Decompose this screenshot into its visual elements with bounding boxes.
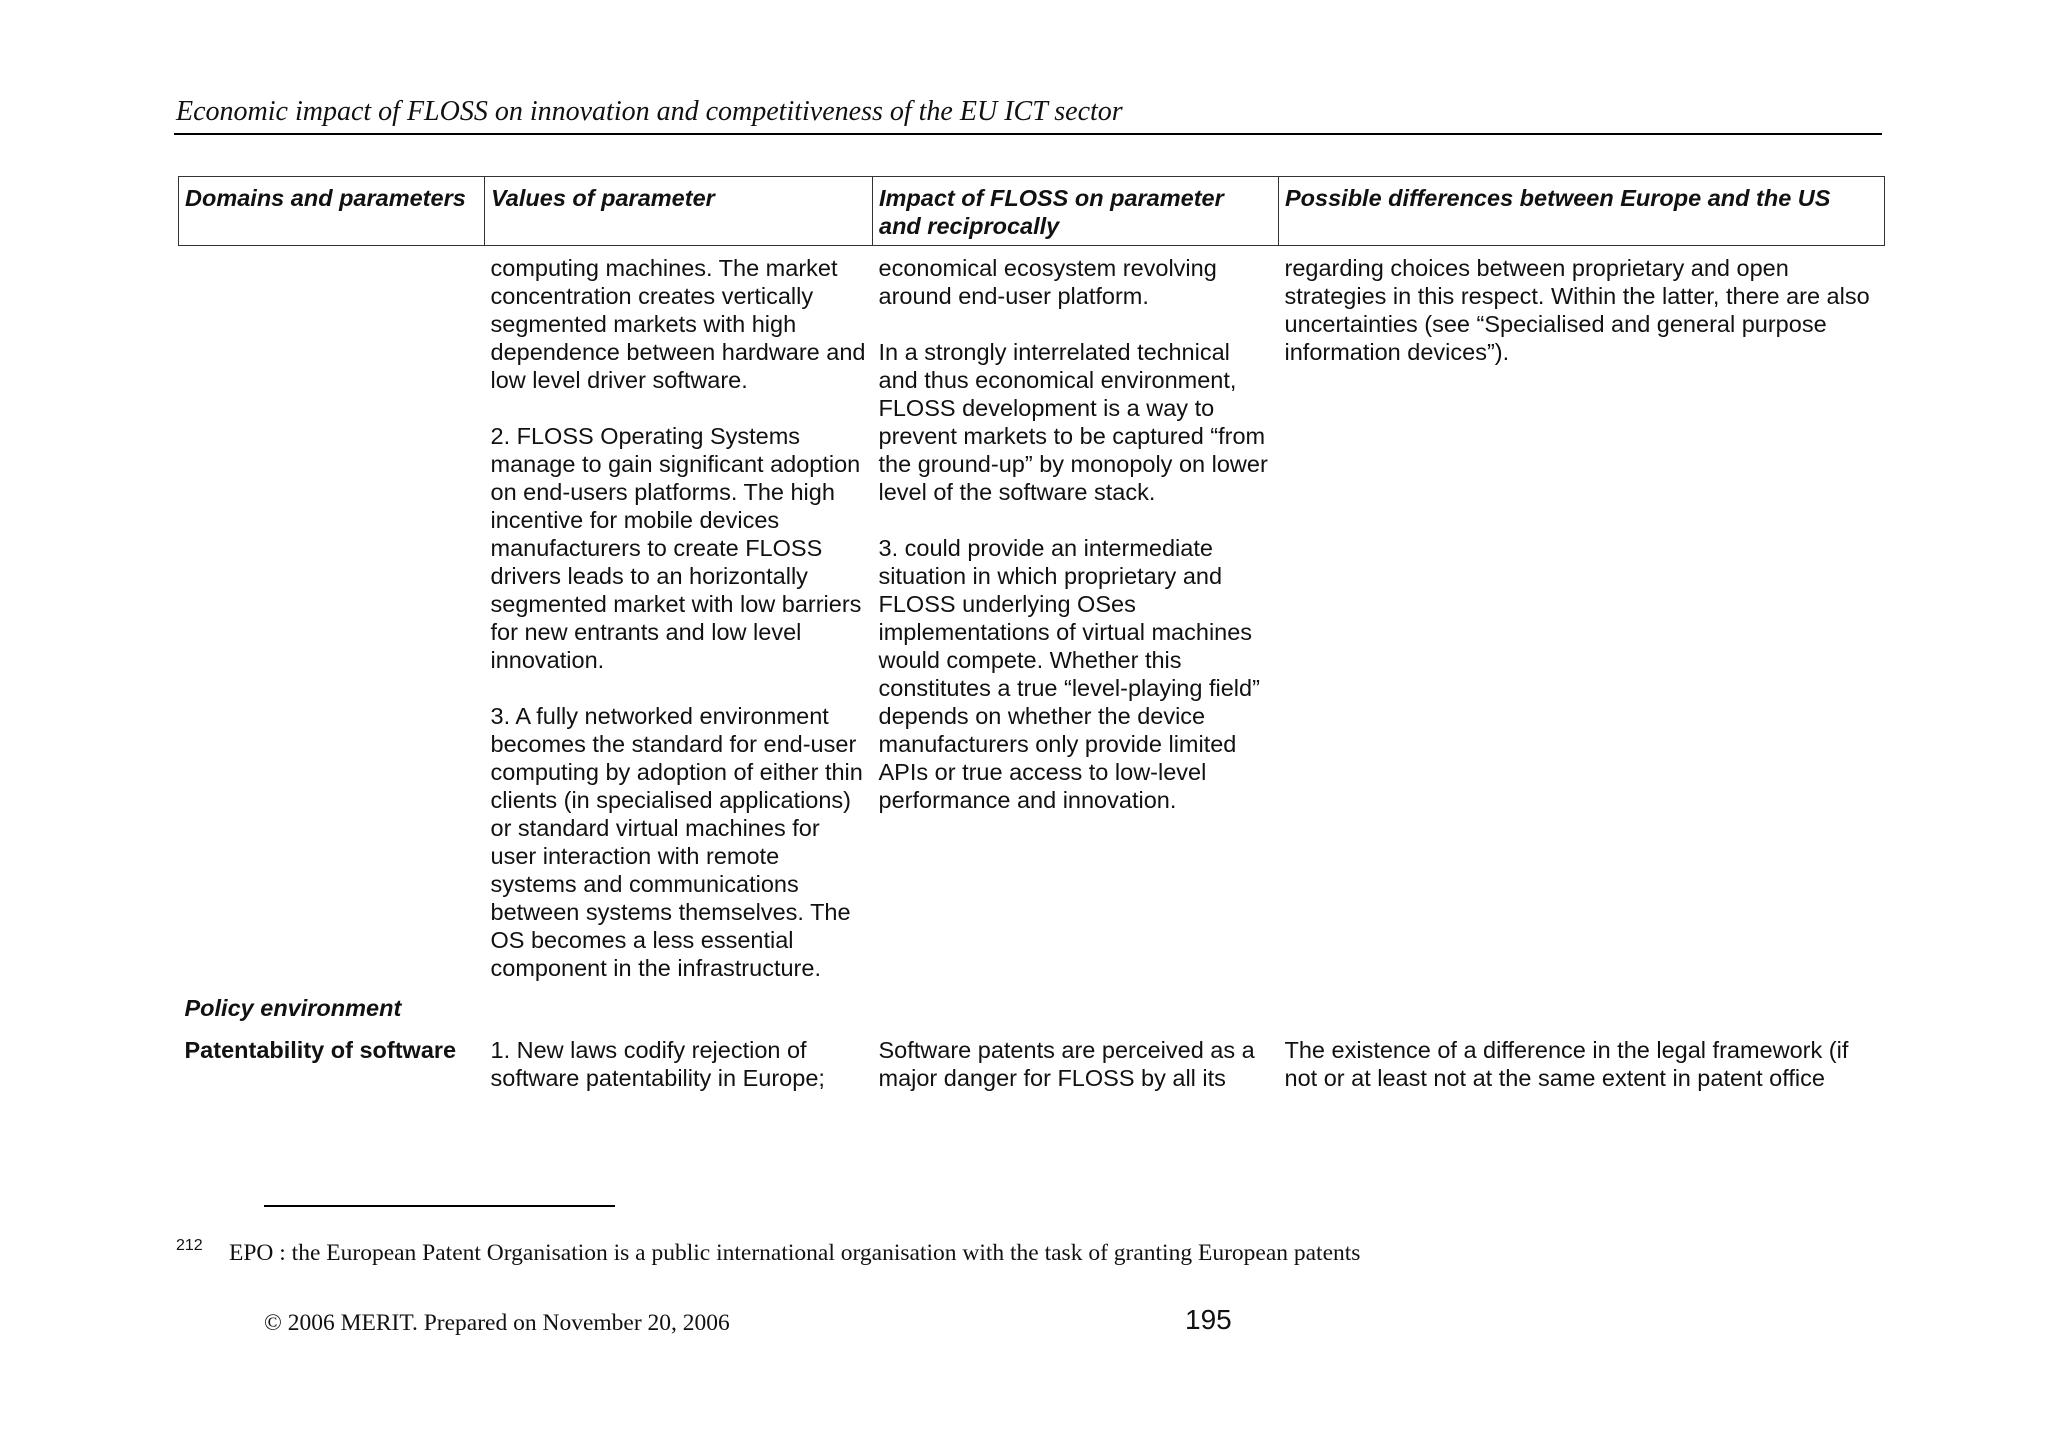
- footnote-text: EPO : the European Patent Organisation is a public international organisation with the task of granting European patents: [229, 1240, 1361, 1266]
- column-header-differences: Possible differences between Europe and the US: [1279, 177, 1885, 246]
- header-rule: [174, 133, 1882, 135]
- cell-impact-patentability: Software patents are perceived as a major danger for FLOSS by all its: [878, 1037, 1255, 1091]
- column-header-values: Values of parameter: [485, 177, 873, 246]
- cell-domain: [179, 246, 485, 983]
- values-paragraph-2: 2. FLOSS Operating Systems manage to gain significant adoption on end-users platforms. The high incentive for mobile devices manufacturers to create FLOSS drivers leads to an horizontally segmented market with low barriers for new entrants and low level innovation.: [490, 423, 862, 673]
- cell-values-patentability: 1. New laws codify rejection of software patentability in Europe;: [490, 1037, 825, 1091]
- impact-paragraph-2: In a strongly interrelated technical and thus economical environment, FLOSS development is a way to prevent markets to be captured “from the ground-up” by monopoly on lower level of the software stack.: [878, 339, 1268, 505]
- differences-paragraph-1: regarding choices between proprietary and open strategies in this respect. Within the latter, there are also uncertainties (see “Specialised and general purpose information devices”).: [1284, 255, 1870, 365]
- values-paragraph-1: computing machines. The market concentration creates vertically segmented markets with high dependence between hardware and low level driver software.: [490, 255, 866, 393]
- table-header-row: [179, 177, 1885, 246]
- section-label-policy-environment: Policy environment: [184, 995, 402, 1021]
- table-row-patentability: [179, 1024, 1885, 1092]
- footer-copyright: © 2006 MERIT. Prepared on November 20, 2006: [264, 1310, 730, 1336]
- impact-paragraph-1: economical ecosystem revolving around end-user platform.: [878, 255, 1217, 309]
- cell-values: [485, 246, 873, 983]
- values-paragraph-3: 3. A fully networked environment becomes the standard for end-user computing by adoption of either thin clients (in specialised applications) or standard virtual machines for user interaction with remote systems and communications between systems themselves. The OS becomes a less essential component in the infrastructure.: [490, 703, 863, 981]
- cell-domain-patentability: Patentability of software: [184, 1037, 457, 1063]
- footnote-number: 212: [176, 1237, 203, 1254]
- cell-differences: [1279, 246, 1885, 983]
- parameters-table: [178, 176, 1885, 1092]
- page-header-title: Economic impact of FLOSS on innovation and competitiveness of the EU ICT sector: [176, 96, 1123, 127]
- footnote-rule: [264, 1205, 615, 1207]
- table-row-os-continuation: [179, 246, 1885, 983]
- cell-differences-patentability: The existence of a difference in the legal framework (if not or at least not at the same extent in patent office: [1284, 1037, 1849, 1091]
- column-header-impact: Impact of FLOSS on parameter and reciprocally: [873, 177, 1279, 246]
- page-number: 195: [1185, 1304, 1232, 1335]
- column-header-domains: Domains and parameters: [179, 177, 485, 246]
- cell-impact: [873, 246, 1279, 983]
- impact-paragraph-3: 3. could provide an intermediate situation in which proprietary and FLOSS underlying OSes implementations of virtual machines would compete. Whether this constitutes a true “level-playing field” depends on whether the device manufacturers only provide limited APIs or true access to low-level performance and innovation.: [878, 535, 1260, 813]
- table-row-section: [179, 982, 1885, 1024]
